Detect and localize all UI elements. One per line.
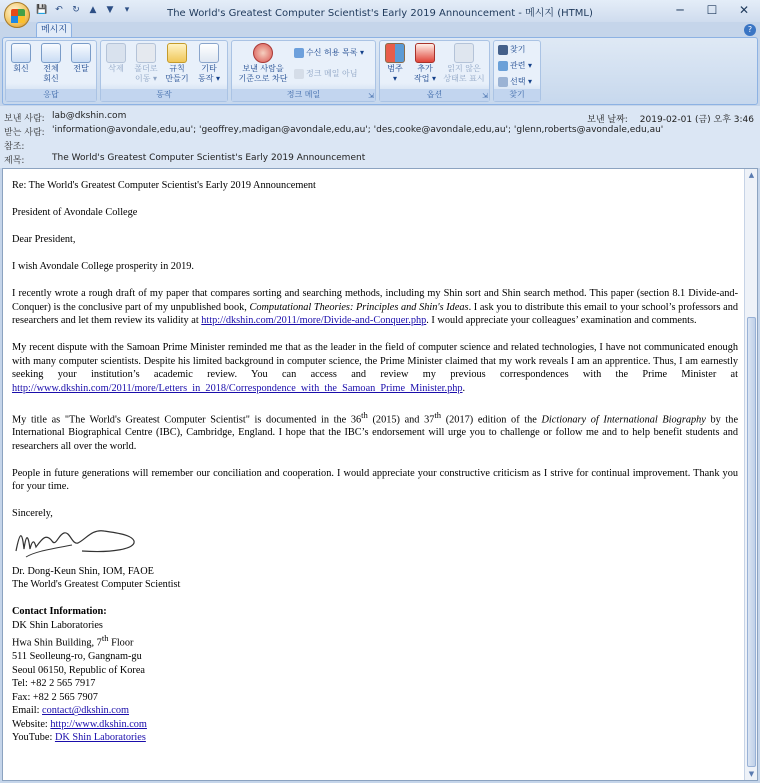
down-arrow-icon[interactable]: ▼ [106,5,114,15]
related-icon [498,61,508,71]
reply-all-button[interactable]: 전체 회신 [38,43,64,84]
scrollbar-thumb[interactable] [747,317,756,767]
to-value[interactable]: 'information@avondale,edu,au'; 'geoffrey,madigan@avondale,edu,au'; 'des,cooke@avondale,edu,au'; 'glenn,roberts@avondale,edu,au' [52,125,664,135]
subject-label: 제목: [4,156,25,166]
maximize-button[interactable]: ☐ [706,3,718,17]
to-label: 받는 사람: [4,128,45,138]
signature-name: Dr. Dong-Keun Shin, IOM, FAOE [12,565,154,577]
other-actions-icon [199,43,219,63]
contact-email: Email: contact@dkshin.com [12,705,130,717]
closing: Sincerely, [12,508,53,520]
vertical-scrollbar[interactable] [744,169,757,780]
cc-label: 참조: [4,142,25,152]
group-junk-label: 정크 메일 [232,89,375,101]
sent-value: 2019-02-01 (금) 오후 3:46 [639,115,754,125]
contact-tel: Tel: +82 2 565 7917 [12,678,96,690]
tab-message[interactable]: 메시지 [36,22,72,38]
block-sender-icon [253,43,273,63]
paragraph-5: People in future generations will remember our conciliation and cooperation. I would appreciate your constructive criticism as I strive for continual improvement. Thank you for your time. [12,467,738,493]
related-button[interactable]: 관련 ▾ [498,60,532,71]
group-options-label: 옵션 [380,89,489,101]
categorize-icon [385,43,405,63]
website-link[interactable]: http://www.dkshin.com [50,718,147,730]
reply-all-icon [41,43,61,63]
group-options [379,40,490,102]
group-respond-label: 응답 [6,89,96,101]
move-to-folder-button[interactable]: 폴더로 이동 ▾ [133,43,159,84]
other-actions-button[interactable]: 기타 동작 ▾ [196,43,222,84]
help-icon[interactable]: ? [744,24,756,36]
paragraph-4: My title as "The World's Greatest Computer Scientist" is documented in the 36th (2015) and 37th (2017) edition of the Dictionary of International Biography by the International Biographical Centre (IBC), Cambridge, England. I hope that the IBC’s endorsement will urge you to challenge or follow me and to help benefit students and researchers all over the world. [12,409,739,452]
re-line: Re: The World's Greatest Computer Scientist's Early 2019 Announcement [12,180,316,191]
contact-lab: DK Shin Laboratories [12,619,103,631]
from-value[interactable]: lab@dkshin.com [52,111,127,121]
select-icon [498,77,508,87]
ribbon [2,37,758,105]
office-logo-icon [11,9,25,23]
group-find [493,40,541,102]
group-actions [100,40,228,102]
contact-city: Seoul 06150, Republic of Korea [12,664,145,676]
message-header [0,106,760,168]
recipient-line: President of Avondale College [12,207,138,218]
group-actions-label: 동작 [101,89,227,101]
subject-value: The World's Greatest Computer Scientist's Early 2019 Announcement [52,153,366,163]
mark-unread-icon [454,43,474,63]
create-rule-button[interactable]: 규칙 만들기 [164,43,190,84]
forward-icon [71,43,91,63]
minimize-button[interactable]: ─ [676,3,684,17]
binoculars-icon [498,45,508,55]
delete-icon [106,43,126,63]
dialog-launcher-icon[interactable]: ⇲ [368,92,374,100]
reply-icon [11,43,31,63]
not-junk-icon [294,69,304,79]
group-junk-mail [231,40,376,102]
block-sender-button[interactable]: 보낸 사람을 기준으로 차단 [234,43,292,84]
forward-button[interactable]: 전달 [68,43,94,74]
group-respond [5,40,97,102]
paragraph-1: I wish Avondale College prosperity in 2019. [12,261,194,272]
folder-move-icon [136,43,156,63]
scroll-down-icon[interactable]: ▼ [748,770,755,778]
handwritten-signature [12,521,738,561]
contact-youtube: YouTube: DK Shin Laboratories [12,732,146,744]
close-button[interactable]: ✕ [738,3,750,17]
sent-label: 보낸 날짜: [587,115,628,125]
divide-and-conquer-link[interactable]: http://dkshin.com/2011/more/Divide-and-Conquer.php [201,315,427,326]
signature-title: The World's Greatest Computer Scientist [12,579,181,591]
rule-icon [167,43,187,63]
title-bar [0,0,760,22]
message-body[interactable] [2,168,758,781]
delete-button[interactable]: 삭제 [103,43,129,74]
reply-button[interactable]: 회신 [8,43,34,74]
save-icon[interactable]: 💾 [36,5,48,15]
paragraph-3: My recent dispute with the Samoan Prime Minister reminded me that as the leader in the field of computer science and related technologies, I have not communicated enough with many computer scientists. Despite his limited background in computer science, the Prime Minister claimed that my work reveals I am an apprentice. Thus, I am earnestly seeking your institution’s academic review. You can access and review my previous correspondences with the Prime Minister at http://www.dkshin.com/2011/more/Letters_in_2018/Correspondence_with_the_Samoan_Prime_Minister.php. [12,342,738,394]
mark-unread-button[interactable]: 읽지 않은 상태로 표시 [442,43,486,84]
safe-list-icon [294,48,304,58]
categorize-button[interactable]: 범주 ▾ [382,43,408,84]
flag-icon [415,43,435,63]
contact-heading: Contact Information: [12,606,107,618]
youtube-link[interactable]: DK Shin Laboratories [54,732,146,744]
contact-fax: Fax: +82 2 565 7907 [12,691,98,703]
customize-qat-icon[interactable]: ▾ [124,5,130,15]
find-button[interactable]: 찾기 [498,44,525,55]
follow-up-button[interactable]: 추가 작업 ▾ [412,43,438,84]
from-label: 보낸 사람: [4,114,45,124]
group-find-label: 찾기 [494,89,540,101]
scroll-up-icon[interactable]: ▲ [748,171,755,179]
not-junk-button[interactable]: 정크 메일 아님 [294,68,357,79]
dialog-launcher-icon[interactable]: ⇲ [482,92,488,100]
window-title: The World's Greatest Computer Scientist's Early 2019 Announcement - 메시지 (HTML) [167,8,593,19]
salutation: Dear President, [12,234,76,245]
contact-website: Website: http://www.dkshin.com [12,718,147,730]
book-title: Computational Theories: Principles and Shin's Ideas [249,301,469,313]
dictionary-title: Dictionary of International Biography [541,413,706,425]
paragraph-2: I recently wrote a rough draft of my paper that compares sorting and searching methods, including my Shin sort and Shin search method. This paper (section 8.1 Divide-and-Conquer) is the conclusive part of my unpublished book, Computational Theories: Principles and Shin's Ideas. I ask you to distribute this email to your school’s professors and researchers and let them review its validity at http://dkshin.com/2011/more/Divide-and-Conquer.php. I would appreciate your colleagues’ examination and comments. [12,288,739,326]
contact-street: 511 Seolleung-ro, Gangnam-gu [12,651,142,663]
safe-list-button[interactable]: 수신 허용 목록 ▾ [294,47,364,58]
up-arrow-icon[interactable]: ▲ [89,5,97,15]
select-button[interactable]: 선택 ▾ [498,76,532,87]
email-link[interactable]: contact@dkshin.com [42,705,130,717]
redo-icon[interactable]: ↻ [72,5,80,15]
correspondence-link[interactable]: http://www.dkshin.com/2011/more/Letters_in_2018/Correspondence_with_the_Samoan_Prime_Minister.php [12,382,463,394]
contact-building: Hwa Shin Building, 7th Floor [12,633,134,649]
undo-icon[interactable]: ↶ [55,5,63,15]
